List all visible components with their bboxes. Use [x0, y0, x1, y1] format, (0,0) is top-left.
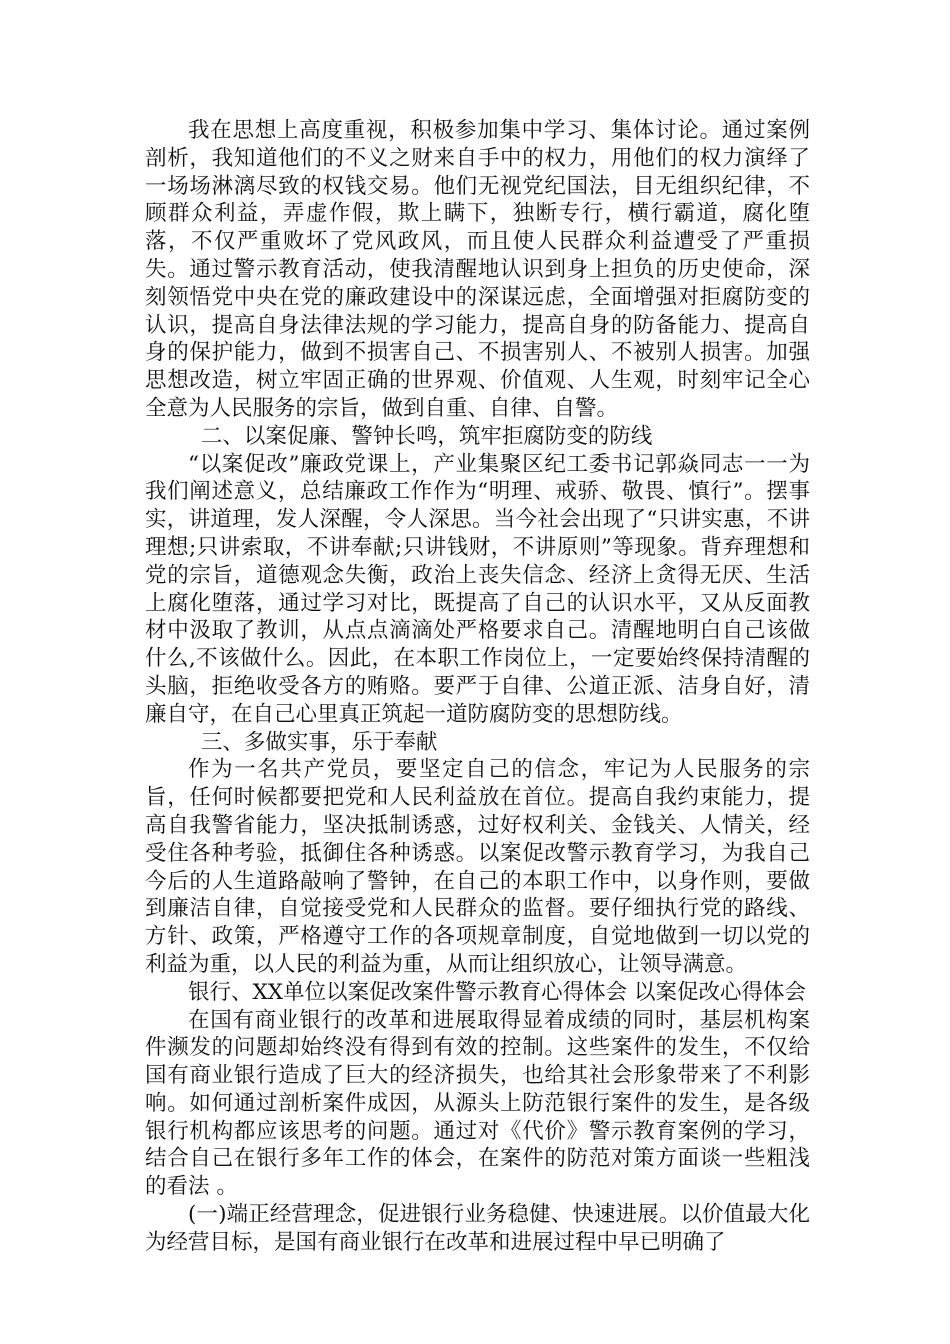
body-paragraph: 作为一名共产党员，要坚定自己的信念，牢记为人民服务的宗旨，任何时候都要把党和人民利益放在首位。提高自我约束能力，提高自我警省能力，坚决抵制诱惑，过好权利关、金钱关、人情关，经受住各种考验，抵御住各种诱惑。以案促改警示教育学习，为我自己今后的人生道路敲响了警钟，在自己的本职工作中，以身作则，要做到廉洁自律，自觉接受党和人民群众的监督。要仔细执行党的路线、方针、政策，严格遵守工作的各项规章制度，自觉地做到一切以党的利益为重，以人民的利益为重，从而让组织放心，让领导满意。 [145, 757, 810, 977]
body-paragraph: 我在思想上高度重视，积极参加集中学习、集体讨论。通过案例剖析，我知道他们的不义之财来自手中的权力，用他们的权力演绎了一场场淋漓尽致的权钱交易。他们无视党纪国法，目无组织纪律，不顾群众利益，弄虚作假，欺上瞒下，独断专行，横行霸道，腐化堕落，不仅严重败坏了党风政风，而且使人民群众利益遭受了严重损失。通过警示教育活动，使我清醒地认识到身上担负的历史使命，深刻领悟党中央在党的廉政建设中的深谋远虑，全面增强对拒腐防变的认识，提高自身法律法规的学习能力，提高自身的防备能力、提高自身的保护能力，做到不损害自己、不损害别人、不被别人损害。加强思想改造，树立牢固正确的世界观、价值观、人生观，时刻牢记全心全意为人民服务的宗旨，做到自重、自律、自警。 [145, 118, 810, 421]
body-paragraph: (一)端正经营理念，促进银行业务稳健、快速进展。以价值最大化为经营目标，是国有商业银行在改革和进展过程中早已明确了 [145, 1202, 810, 1255]
section-heading: 三、多做实事，乐于奉献 [200, 729, 438, 755]
body-paragraph: “以案促改”廉政党课上，产业集聚区纪工委书记郭焱同志一一为我们阐述意义，总结廉政工作作为“明理、戒骄、敬畏、慎行”。摆事实，讲道理，发人深醒，令人深思。当今社会出现了“只讲实惠，不讲理想;只讲索取，不讲奉献;只讲钱财，不讲原则”等现象。背弃理想和党的宗旨，道德观念失衡，政治上丧失信念、经济上贪得无厌、生活上腐化堕落，通过学习对比，既提高了自己的认识水平，又从反面教材中汲取了教训，从点点滴滴处严格要求自己。清醒地明白自己该做什么,不该做什么。因此，在本职工作岗位上，一定要始终保持清醒的头脑，拒绝收受各方的贿赂。要严于自律、公道正派、洁身自好，清廉自守，在自己心里真正筑起一道防腐防变的思想防线。 [145, 451, 810, 727]
article-title: 银行、XX单位以案促改案件警示教育心得体会 以案促改心得体会 [188, 979, 806, 1005]
section-heading: 二、以案促廉、警钟长鸣，筑牢拒腐防变的防线 [200, 423, 653, 449]
body-paragraph: 在国有商业银行的改革和进展取得显着成绩的同时，基层机构案件濒发的问题却始终没有得到有效的控制。这些案件的发生，不仅给国有商业银行造成了巨大的经济损失，也给其社会形象带来了不利影响。如何通过剖析案件成因，从源头上防范银行案件的发生，是各级银行机构都应该思考的问题。通过对《代价》警示教育案例的学习，结合自己在银行多年工作的体会，在案件的防范对策方面谈一些粗浅的看法 。 [145, 1007, 810, 1200]
document-page [145, 117, 810, 1257]
